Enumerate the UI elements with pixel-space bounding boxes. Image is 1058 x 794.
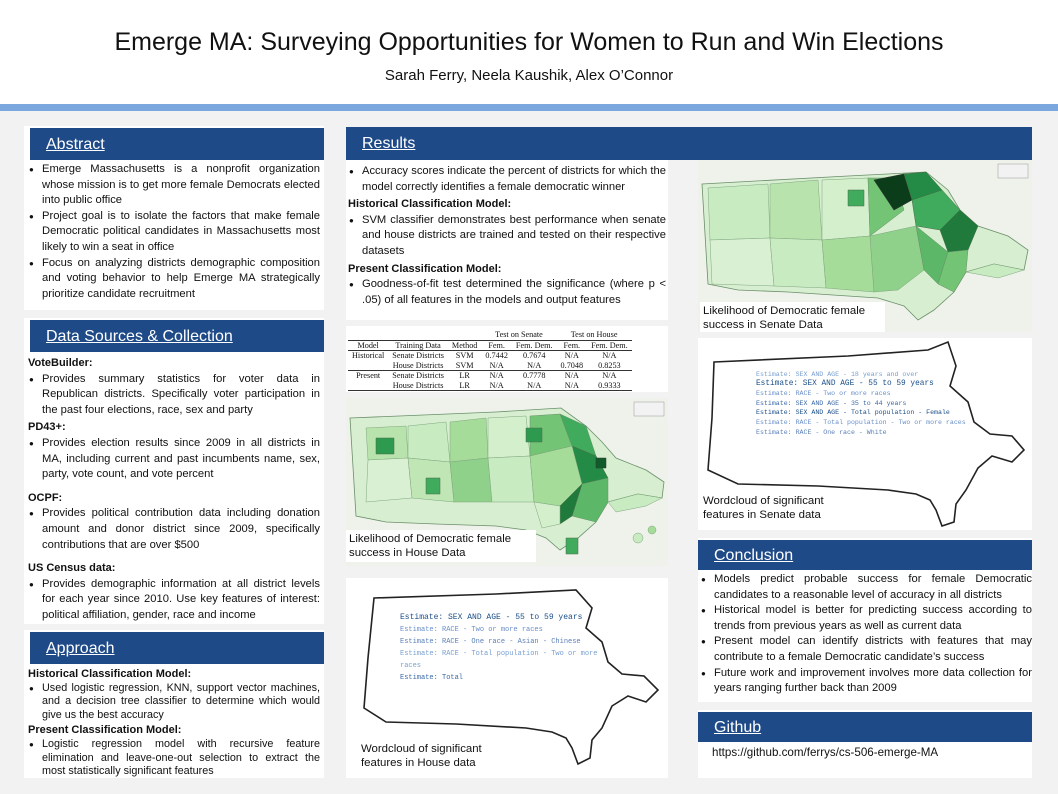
poster-header — [0, 0, 1058, 104]
table-cell — [348, 381, 388, 391]
table-cell: N/A — [602, 351, 617, 360]
wordcloud-word: Estimate: SEX AND AGE - 35 to 44 years — [756, 399, 907, 407]
senate-district-map — [698, 160, 1032, 332]
abstract-panel — [24, 126, 324, 310]
table-header: Training Data — [395, 340, 441, 350]
approach-present-title: Present Classification Model: — [28, 724, 182, 737]
abstract-heading: Abstract — [30, 128, 324, 160]
census-title: US Census data: — [28, 562, 116, 575]
data-sources-text — [28, 354, 320, 624]
census-bullet: ● Provides demographic information at all district levels for each year since 2010. Use key features of interest: political affiliation, gender, race and income — [28, 577, 320, 624]
results-text — [348, 164, 666, 308]
table-cell: N/A — [489, 360, 504, 370]
house-wordcloud-words — [400, 612, 610, 684]
conclusion-text — [700, 572, 1032, 697]
results-table — [348, 330, 632, 391]
wordcloud-word: Estimate: RACE - Two or more races — [756, 390, 891, 398]
table-cell: N/A — [489, 380, 504, 390]
table-group-senate: Test on Senate — [481, 330, 556, 340]
table-cell: Historical — [352, 351, 385, 360]
conclusion-bullet: ● Present model can identify districts with features that may contribute to a female Democratic candidate’s success — [700, 634, 1032, 665]
github-panel — [698, 710, 1032, 778]
approach-present-bullet: ● Logistic regression model with recursive feature elimination and leave-one-out selection to extract the most statistically significant features — [28, 738, 320, 779]
github-heading: Github — [698, 712, 1032, 742]
approach-text — [28, 666, 320, 779]
house-district-map — [346, 398, 668, 566]
table-cell: 0.7674 — [522, 351, 546, 360]
results-accuracy-bullet: ● Accuracy scores indicate the percent of districts for which the model correctly identifies a female democratic winner — [348, 164, 666, 195]
table-cell: 0.7442 — [485, 351, 508, 360]
pd43-title: PD43+: — [28, 421, 66, 434]
table-header: Fem. Dem. — [591, 340, 628, 350]
data-sources-panel — [24, 318, 324, 624]
approach-hist-bullet: ● Used logistic regression, KNN, support vector machines, and a decision tree classifier to determine which would give us the best accuracy — [28, 682, 320, 723]
conclusion-bullet: ● Historical model is better for predicting success according to trends from previous years as well as current data — [700, 603, 1032, 634]
wordcloud-word: Estimate: SEX AND AGE - 55 to 59 years — [756, 379, 934, 388]
table-cell: N/A — [564, 371, 579, 380]
senate-wordcloud-words — [756, 370, 976, 437]
header-divider — [0, 104, 1058, 111]
results-header-wrap — [346, 127, 1032, 160]
conclusion-bullet: ● Future work and improvement involves more data collection for years ranging further back than 2009 — [700, 666, 1032, 697]
table-cell: N/A — [564, 380, 579, 390]
results-heading: Results — [346, 127, 1032, 160]
poster-authors: Sarah Ferry, Neela Kaushik, Alex O’Connor — [384, 67, 674, 84]
table-cell: LR — [459, 371, 470, 380]
results-text-panel — [346, 160, 668, 320]
table-cell: SVM — [455, 351, 474, 360]
abstract-text — [28, 162, 320, 302]
wordcloud-word: Estimate: SEX AND AGE - 18 years and over — [756, 371, 919, 378]
table-cell: 0.7048 — [560, 360, 584, 370]
conclusion-panel — [698, 538, 1032, 702]
table-cell: 0.7778 — [522, 371, 546, 380]
table-cell: N/A — [527, 380, 542, 390]
table-cell: N/A — [489, 371, 504, 380]
results-table-panel — [346, 326, 668, 392]
approach-panel — [24, 630, 324, 778]
approach-heading: Approach — [30, 632, 324, 664]
wordcloud-word: Estimate: RACE - Two or more races — [400, 626, 543, 634]
table-cell: House Districts — [392, 360, 444, 370]
results-hist-bullet: ● SVM classifier demonstrates best performance when senate and house districts are trained and tested on their respective datasets — [348, 213, 666, 260]
table-header: Fem. — [563, 340, 581, 350]
table-cell: House Districts — [392, 380, 444, 390]
table-cell — [348, 361, 388, 371]
senate-map-caption: Likelihood of Democratic female success in Senate Data — [700, 302, 885, 332]
table-row — [348, 371, 632, 381]
table-cell: 0.9333 — [598, 380, 621, 390]
abstract-bullet: ● Focus on analyzing districts demographic composition and voting behavior to help Emerge MA strategically prioritize candidate recruitment — [28, 256, 320, 303]
results-hist-title: Historical Classification Model: — [348, 198, 512, 211]
approach-hist-title: Historical Classification Model: — [28, 668, 192, 680]
table-cell: N/A — [564, 351, 579, 360]
ocpf-title: OCPF: — [28, 491, 63, 504]
wordcloud-word: Estimate: RACE - Total population - Two or more races — [756, 418, 966, 426]
table-cell: Senate Districts — [392, 371, 444, 380]
wordcloud-word: Estimate: Total — [400, 674, 464, 682]
senate-wordcloud-caption: Wordcloud of significant features in Senate data — [700, 492, 850, 524]
table-cell: Senate Districts — [392, 351, 444, 360]
ocpf-bullet: ● Provides political contribution data including donation amount and donor district since 2009, specifically contributions that are over $500 — [28, 506, 320, 553]
poster-title: Emerge MA: Surveying Opportunities for Women to Run and Win Elections — [114, 28, 944, 56]
conclusion-heading: Conclusion — [698, 540, 1032, 570]
wordcloud-word: Estimate: RACE - One race - White — [756, 428, 887, 436]
senate-wordcloud — [698, 338, 1032, 530]
table-row — [348, 381, 632, 391]
wordcloud-word: Estimate: RACE - One race - Asian - Chinese — [400, 638, 581, 646]
table-row — [348, 361, 632, 371]
table-header: Fem. — [488, 340, 505, 350]
table-cell: SVM — [455, 360, 474, 370]
house-wordcloud — [346, 578, 668, 778]
house-map-caption: Likelihood of Democratic female success in House Data — [346, 530, 536, 562]
table-cell: N/A — [527, 360, 542, 370]
abstract-bullet: ● Emerge Massachusetts is a nonprofit organization whose mission is to get more female Democrats elected into public office — [28, 162, 320, 209]
votebuilder-bullet: ● Provides summary statistics for voter data in Republican districts. Specifically voter participation in the past four elections, race, sex and party — [28, 372, 320, 419]
table-cell: LR — [459, 380, 470, 390]
table-row — [348, 351, 632, 361]
votebuilder-title: VoteBuilder: — [28, 357, 93, 369]
table-header: Fem. Dem. — [515, 340, 553, 350]
data-sources-heading: Data Sources & Collection — [30, 320, 324, 352]
results-present-title: Present Classification Model: — [348, 262, 502, 275]
table-header: Model — [357, 340, 379, 350]
house-wordcloud-caption: Wordcloud of significant features in House data — [358, 740, 508, 772]
table-cell: N/A — [602, 371, 617, 380]
wordcloud-word: Estimate: SEX AND AGE - Total population - Female — [756, 409, 950, 417]
results-present-bullet: ● Goodness-of-fit test determined the significance (where p < .05) of all features in the models and output features — [348, 277, 666, 308]
pd43-bullet: ● Provides election results since 2009 in all districts in MA, including current and past incumbents name, sex, party, vote count, and vote percent — [28, 436, 320, 483]
wordcloud-word: Estimate: SEX AND AGE - 55 to 59 years — [400, 613, 583, 622]
wordcloud-word: Estimate: RACE - Total population - Two or more races — [400, 650, 598, 670]
conclusion-bullet: ● Models predict probable success for female Democratic candidates to a reasonable level of accuracy in all districts — [700, 572, 1032, 603]
table-header: Method — [451, 340, 478, 350]
table-group-house: Test on House — [557, 330, 632, 340]
github-link[interactable]: https://github.com/ferrys/cs-506-emerge-MA — [712, 746, 939, 759]
abstract-bullet: ● Project goal is to isolate the factors that make female Democratic political candidates in Massachusetts most likely to win a seat in office — [28, 209, 320, 256]
table-cell: 0.8253 — [598, 360, 621, 370]
table-cell: Present — [356, 371, 381, 380]
